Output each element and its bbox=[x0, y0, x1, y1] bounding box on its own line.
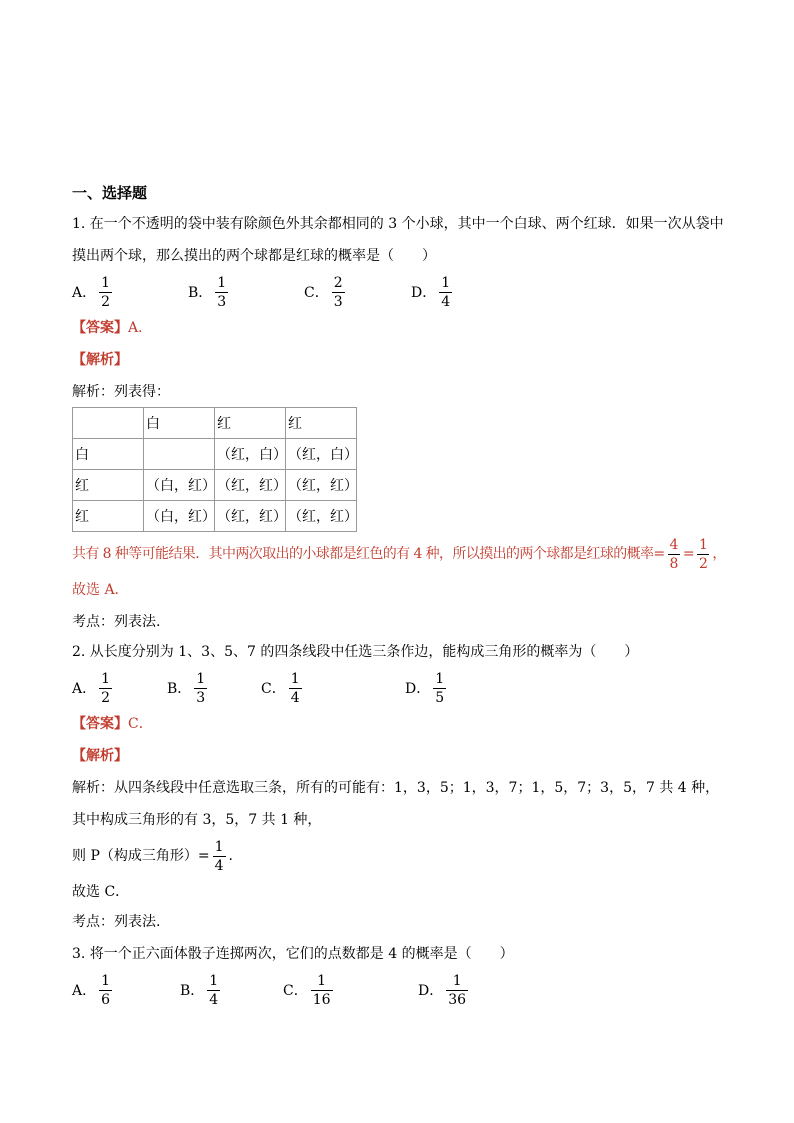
option-fraction: $\frac{1}{36}$ bbox=[448, 972, 467, 1008]
probability-fraction: $\frac{1}{4}$ bbox=[214, 838, 224, 874]
q1-option-a bbox=[72, 272, 115, 312]
option-label: D． bbox=[405, 681, 431, 697]
q1-stem-line2: 摸出两个球，那么摸出的两个球都是红球的概率是（ ） bbox=[72, 248, 436, 264]
q3-option-a bbox=[72, 970, 115, 1010]
q2-choose: 故选 C． bbox=[72, 884, 130, 900]
result-text: 共有 8 种等可能结果．其中两次取出的小球都是红色的有 4 种，所以摸出的两个球都是红球的概率= bbox=[72, 546, 665, 562]
q1-result-line bbox=[72, 534, 726, 574]
option-label: C． bbox=[283, 983, 308, 999]
option-label: D． bbox=[411, 285, 437, 301]
q2-option-c bbox=[261, 668, 305, 708]
q1-stem-line1: 1. 在一个不透明的袋中装有除颜色外其余都相同的 3 个小球，其中一个白球、两个红球．如果一次从袋中 bbox=[72, 216, 724, 232]
q2-stem: 2. 从长度分别为 1、3、5、7 的四条线段中任选三条作边，能构成三角形的概率为（ ） bbox=[72, 644, 639, 660]
q3-option-d bbox=[418, 970, 471, 1010]
table-cell: 白 bbox=[73, 439, 144, 470]
answer-tag: 【答案】 bbox=[72, 716, 128, 732]
option-label: C． bbox=[261, 681, 286, 697]
q1-analysis-tag: 【解析】 bbox=[72, 352, 128, 368]
probability-end: . bbox=[228, 848, 233, 864]
result-fraction-1: $\frac{4}{8}$ bbox=[669, 536, 678, 572]
table-cell: （白，红） bbox=[144, 470, 215, 501]
table-cell: （红，白） bbox=[286, 439, 357, 470]
q2-option-d bbox=[405, 668, 449, 708]
q1-option-d bbox=[411, 272, 455, 312]
q2-probability-line bbox=[72, 836, 233, 876]
option-label: D． bbox=[418, 983, 444, 999]
result-fraction-2: $\frac{1}{2}$ bbox=[699, 536, 708, 572]
result-end: ， bbox=[712, 546, 726, 562]
q1-options bbox=[72, 272, 732, 312]
table-cell: （红，红） bbox=[215, 470, 286, 501]
answer-tag: 【答案】 bbox=[72, 320, 128, 336]
option-fraction: $\frac{1}{6}$ bbox=[101, 972, 111, 1008]
table-row bbox=[73, 470, 357, 501]
q1-outcome-table bbox=[72, 407, 357, 532]
answer-value: A． bbox=[128, 320, 153, 336]
q2-answer bbox=[72, 714, 153, 734]
option-fraction: $\frac{1}{2}$ bbox=[101, 670, 111, 706]
option-fraction: $\frac{1}{3}$ bbox=[217, 274, 227, 310]
option-label: A． bbox=[72, 983, 97, 999]
table-cell: 红 bbox=[73, 501, 144, 532]
q3-option-c bbox=[283, 970, 336, 1010]
table-cell: （红，红） bbox=[286, 501, 357, 532]
q2-point: 考点：列表法. bbox=[72, 914, 161, 930]
table-cell bbox=[73, 408, 144, 439]
table-cell bbox=[144, 439, 215, 470]
table-cell: 白 bbox=[144, 408, 215, 439]
table-cell: 红 bbox=[215, 408, 286, 439]
option-fraction: $\frac{1}{5}$ bbox=[435, 670, 445, 706]
option-fraction: $\frac{1}{4}$ bbox=[209, 972, 219, 1008]
section-title: 一、选择题 bbox=[72, 184, 148, 202]
table-row bbox=[73, 439, 357, 470]
q1-analysis-intro: 解析：列表得： bbox=[72, 384, 170, 400]
option-label: B． bbox=[188, 285, 213, 301]
option-label: A． bbox=[72, 681, 97, 697]
option-fraction: $\frac{2}{3}$ bbox=[333, 274, 343, 310]
q1-option-c bbox=[304, 272, 348, 312]
answer-value: C． bbox=[128, 716, 153, 732]
option-fraction: $\frac{1}{2}$ bbox=[101, 274, 111, 310]
q1-point: 考点：列表法. bbox=[72, 614, 161, 630]
probability-text: 则 P（构成三角形）= bbox=[72, 848, 210, 864]
q2-analysis-tag: 【解析】 bbox=[72, 748, 128, 764]
q1-option-b bbox=[188, 272, 231, 312]
option-label: C． bbox=[304, 285, 329, 301]
table-row bbox=[73, 408, 357, 439]
table-cell: （红，红） bbox=[286, 470, 357, 501]
table-cell: （红，红） bbox=[215, 501, 286, 532]
q1-choose: 故选 A． bbox=[72, 582, 129, 598]
q3-options bbox=[72, 970, 732, 1010]
q2-analysis-line2: 其中构成三角形的有 3，5，7 共 1 种， bbox=[72, 812, 322, 828]
q2-option-b bbox=[167, 668, 210, 708]
option-fraction: $\frac{1}{16}$ bbox=[312, 972, 331, 1008]
q2-option-a bbox=[72, 668, 115, 708]
q3-stem: 3. 将一个正六面体骰子连掷两次，它们的点数都是 4 的概率是（ ） bbox=[72, 946, 514, 962]
q3-option-b bbox=[180, 970, 223, 1010]
q1-answer bbox=[72, 318, 152, 338]
option-label: B． bbox=[167, 681, 192, 697]
table-cell: 红 bbox=[286, 408, 357, 439]
table-cell: （红，白） bbox=[215, 439, 286, 470]
q2-analysis-line1: 解析：从四条线段中任意选取三条，所有的可能有：1，3，5；1，3，7；1，5，7；3，5，7 共 4 种， bbox=[72, 780, 720, 796]
option-label: A． bbox=[72, 285, 97, 301]
option-label: B． bbox=[180, 983, 205, 999]
option-fraction: $\frac{1}{4}$ bbox=[290, 670, 300, 706]
option-fraction: $\frac{1}{3}$ bbox=[196, 670, 206, 706]
equals-sign: = bbox=[682, 546, 694, 562]
q2-options bbox=[72, 668, 732, 708]
option-fraction: $\frac{1}{4}$ bbox=[441, 274, 451, 310]
table-cell: 红 bbox=[73, 470, 144, 501]
table-row bbox=[73, 501, 357, 532]
table-cell: （白，红） bbox=[144, 501, 215, 532]
